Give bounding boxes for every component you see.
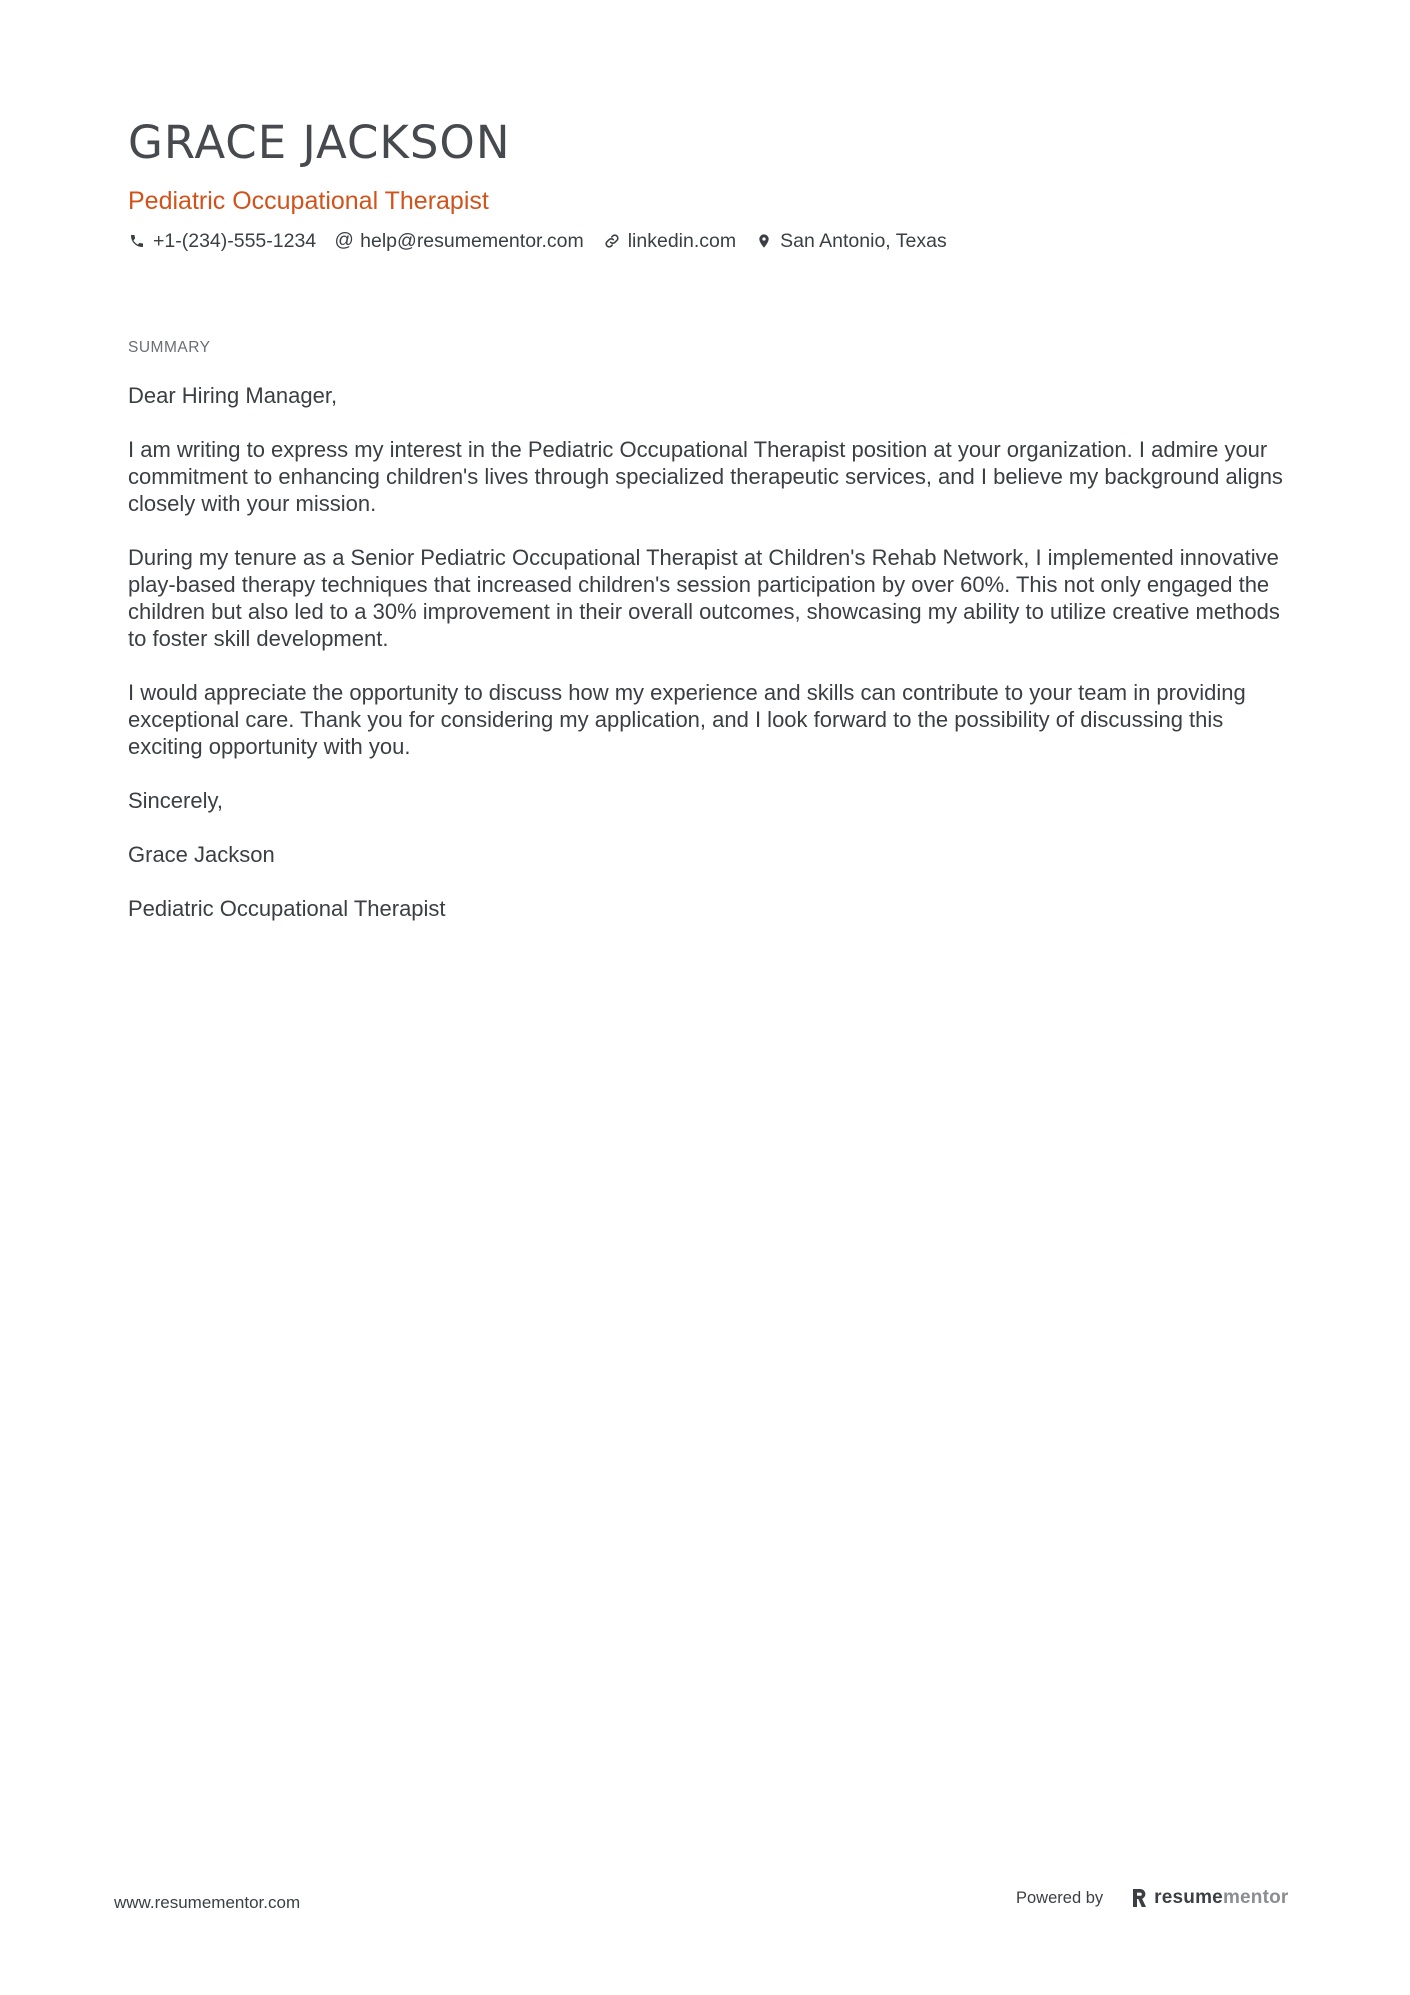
candidate-name: GRACE JACKSON xyxy=(128,116,511,169)
job-title: Pediatric Occupational Therapist xyxy=(128,187,489,215)
greeting: Dear Hiring Manager, xyxy=(128,383,338,408)
powered-by-label: Powered by xyxy=(1016,1888,1104,1907)
link-icon xyxy=(603,232,621,250)
linkedin-link[interactable]: linkedin.com xyxy=(627,230,737,252)
brand-logo[interactable] xyxy=(1131,1888,1288,1908)
at-icon: @ xyxy=(334,230,354,251)
header xyxy=(128,112,1288,254)
footer-branding xyxy=(1016,1888,1289,1908)
footer-website[interactable]: www.resumementor.com xyxy=(114,1893,301,1912)
section-label-summary: SUMMARY xyxy=(128,339,211,356)
paragraph-3: I would appreciate the opportunity to discuss how my experience and skills can contribute to your team in providing exceptional care. Thank you for considering my application, and I look forward to the possibility of discussing this exciting opportunity with you. xyxy=(128,680,1246,759)
signature-name: Grace Jackson xyxy=(128,842,275,867)
location-pin-icon xyxy=(755,232,773,250)
closing: Sincerely, xyxy=(128,788,223,813)
paragraph-2: During my tenure as a Senior Pediatric Occupational Therapist at Children's Rehab Network, I implemented innovative play-based therapy techniques that increased children's session participation by over 60%. This not only engaged the children but also led to a 30% improvement in their overall outcomes, showcasing my ability to utilize creative methods to foster skill development. xyxy=(128,545,1280,651)
letter-body xyxy=(128,382,1293,949)
email-address[interactable]: help@resumementor.com xyxy=(360,230,584,252)
contact-email[interactable] xyxy=(335,228,584,254)
paragraph-1: I am writing to express my interest in the Pediatric Occupational Therapist position at your organization. I admire your commitment to enhancing children's lives through specialized therapeutic services, and I believe my background aligns closely with your mission. xyxy=(128,437,1283,516)
contact-location xyxy=(755,228,947,254)
brand-mark-icon xyxy=(1131,1888,1148,1908)
contact-phone xyxy=(128,228,316,254)
phone-number: +1-(234)-555-1234 xyxy=(153,230,317,252)
brand-wordmark: resumementor xyxy=(1154,1887,1289,1908)
contact-bar xyxy=(128,228,1288,254)
contact-link[interactable] xyxy=(603,228,736,254)
phone-icon xyxy=(128,232,146,250)
location-text: San Antonio, Texas xyxy=(780,230,947,252)
signature-title: Pediatric Occupational Therapist xyxy=(128,896,446,921)
